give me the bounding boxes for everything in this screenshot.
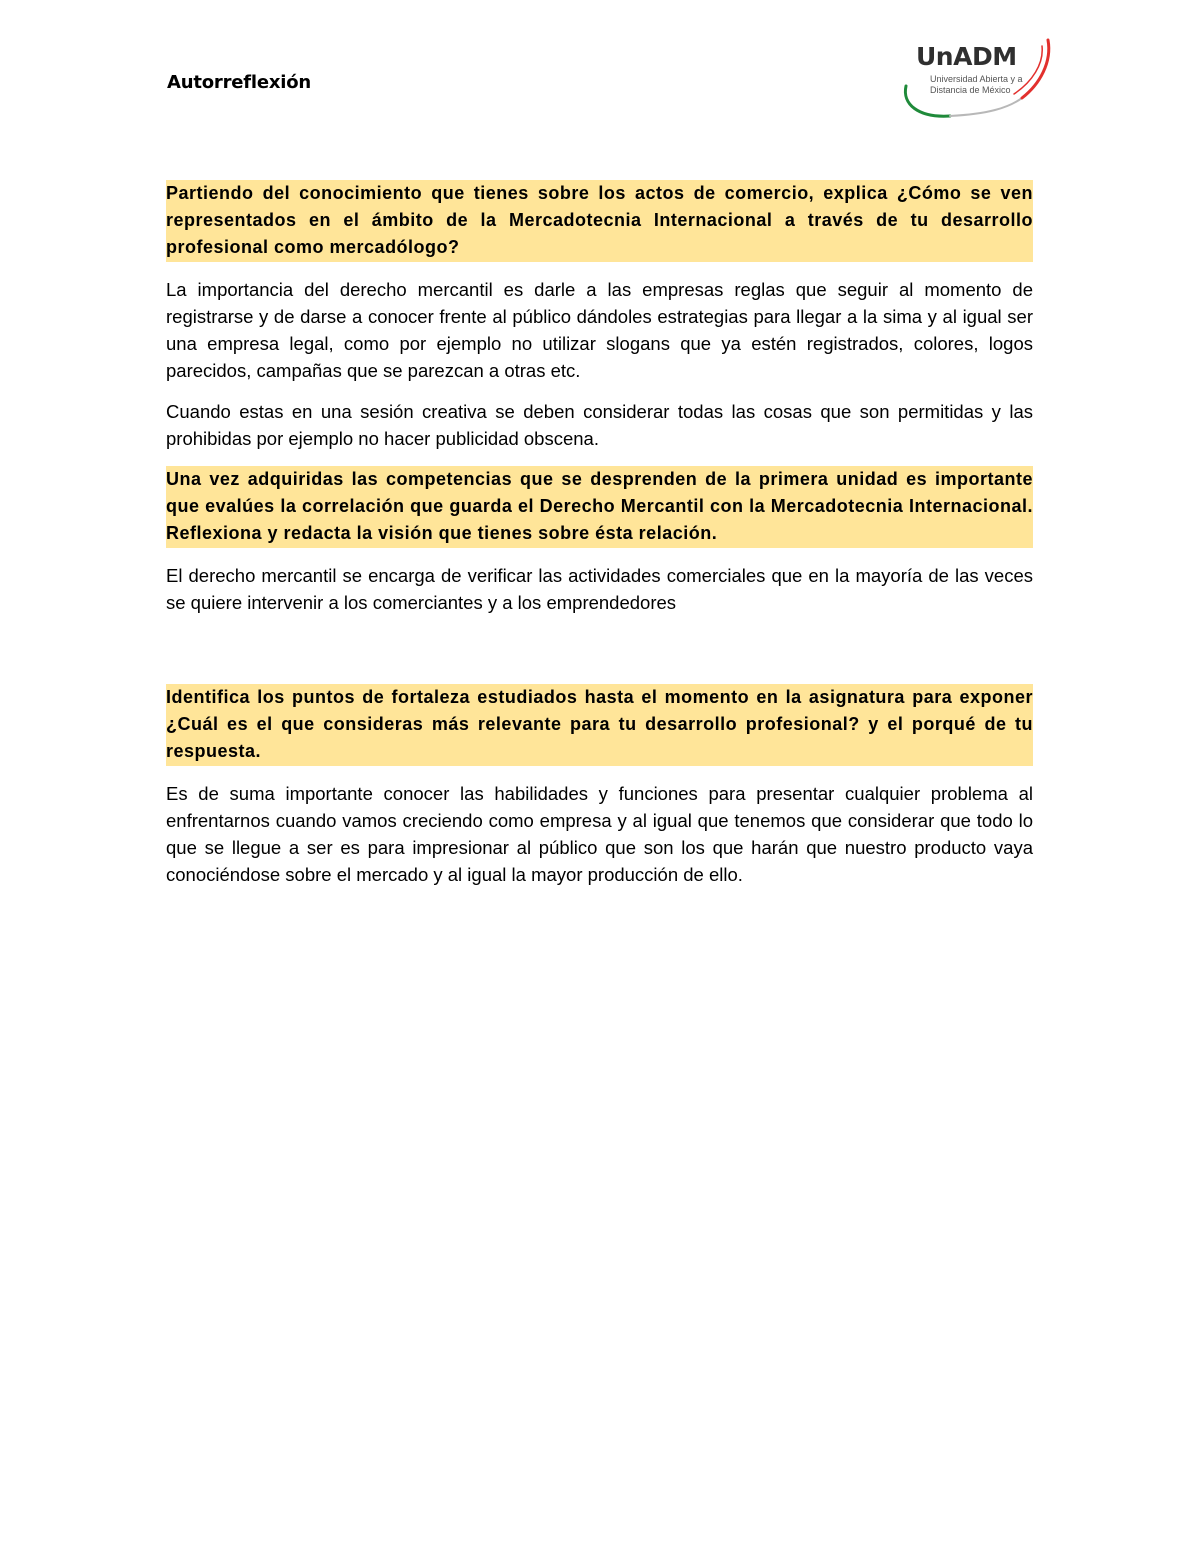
logo-subtitle-line2: Distancia de México [930,85,1011,95]
document-body [166,180,1033,888]
question-2: Una vez adquiridas las competencias que se desprenden de la primera unidad es importante que evalúes la correlación que guarda el Derecho Mercantil con la Mercadotecnia Internacional. Reflexiona y redacta la visión que tienes sobre ésta relación. [166,466,1033,548]
answer-3-paragraph-1: Es de suma importante conocer las habilidades y funciones para presentar cualquier problema al enfrentarnos cuando vamos creciendo como empresa y al igual que tenemos que considerar que todo lo que se llegue a ser es para impresionar al público que son los que harán que nuestro producto vaya conociéndose sobre el mercado y al igual la mayor producción de ello. [166,783,1033,885]
answer-2-paragraph-1: El derecho mercantil se encarga de verificar las actividades comerciales que en la mayoría de las veces se quiere intervenir a los comerciantes y a los emprendedores [166,565,1033,613]
answer-1-paragraph-1: La importancia del derecho mercantil es darle a las empresas reglas que seguir al momento de registrarse y de darse a conocer frente al público dándoles estrategias para llegar a la sima y al igual ser una empresa legal, como por ejemplo no utilizar slogans que ya estén registrados, colores, logos parecidos, campañas que se parezcan a otras etc. [166,279,1033,381]
unadm-logo [898,34,1058,122]
logo-wordmark: UnADM [916,42,1017,71]
question-3: Identifica los puntos de fortaleza estudiados hasta el momento en la asignatura para exponer ¿Cuál es el que consideras más relevante para tu desarrollo profesional? y el porqué de tu respuesta. [166,684,1033,766]
logo-subtitle-line1: Universidad Abierta y a [930,74,1023,84]
question-1: Partiendo del conocimiento que tienes sobre los actos de comercio, explica ¿Cómo se ven representados en el ámbito de la Mercadotecnia Internacional a través de tu desarrollo profesional como mercadólogo? [166,180,1033,262]
logo-subtitle [930,74,1023,96]
page-title: Autorreflexión [167,72,312,93]
answer-1-paragraph-2: Cuando estas en una sesión creativa se deben considerar todas las cosas que son permitidas y las prohibidas por ejemplo no hacer publicidad obscena. [166,401,1033,449]
